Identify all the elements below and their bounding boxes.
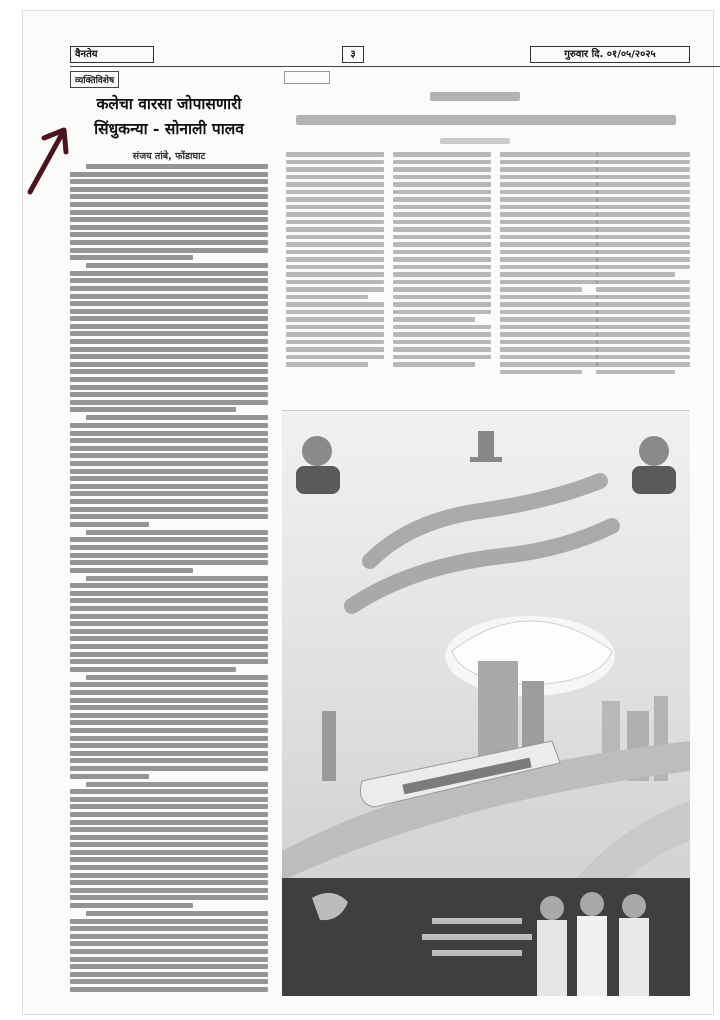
text-line [70, 934, 268, 939]
text-line [596, 355, 690, 360]
text-line [70, 316, 268, 321]
text-line [596, 167, 690, 172]
text-line [393, 362, 475, 367]
text-line [596, 287, 690, 292]
right-article-tag [284, 71, 330, 84]
text-line [500, 175, 598, 180]
text-line [286, 220, 384, 225]
text-line [500, 265, 598, 270]
text-line [393, 220, 491, 225]
right-paragraph [500, 152, 598, 292]
text-line [70, 865, 268, 870]
text-line [70, 217, 268, 222]
text-line [500, 167, 598, 172]
article-paragraph [70, 263, 268, 412]
text-line [86, 164, 268, 169]
text-line [70, 499, 268, 504]
text-line [70, 210, 268, 215]
text-line [286, 257, 384, 262]
text-line [70, 392, 268, 397]
text-line [286, 325, 384, 330]
text-line [70, 309, 268, 314]
text-line [86, 530, 268, 535]
text-line [286, 160, 384, 165]
text-line [70, 591, 268, 596]
text-line [70, 385, 268, 390]
text-line [70, 507, 268, 512]
text-line [70, 820, 268, 825]
text-line [70, 286, 268, 291]
text-line [70, 568, 193, 573]
text-line [70, 560, 268, 565]
text-line [596, 310, 690, 315]
masthead-publication-name: वैनतेय [70, 46, 154, 63]
text-line [393, 302, 491, 307]
text-line [393, 160, 491, 165]
text-line [70, 240, 268, 245]
text-line [70, 172, 268, 177]
text-line [393, 212, 491, 217]
text-line [286, 175, 384, 180]
text-line [70, 522, 149, 527]
text-line [70, 895, 268, 900]
text-line [393, 175, 491, 180]
text-line [393, 182, 491, 187]
text-line [70, 987, 268, 992]
text-line [500, 242, 598, 247]
text-line [596, 370, 675, 375]
text-line [393, 280, 491, 285]
text-line [500, 197, 598, 202]
text-line [286, 250, 384, 255]
right-article-headline-line-2 [296, 115, 676, 125]
text-line [596, 340, 690, 345]
text-line [500, 190, 598, 195]
text-line [393, 197, 491, 202]
text-line [70, 644, 268, 649]
text-line [393, 332, 491, 337]
text-line [393, 295, 491, 300]
text-line [286, 347, 384, 352]
text-line [70, 423, 268, 428]
article-headline-line-2: सिंधुकन्या - सोनाली पालव [94, 119, 244, 138]
text-line [70, 728, 268, 733]
masthead-page-number: ३ [342, 46, 364, 63]
text-line [286, 332, 384, 337]
text-line [70, 972, 268, 977]
text-line [596, 205, 690, 210]
text-line [286, 235, 384, 240]
article-paragraph [70, 782, 268, 909]
text-line [500, 227, 598, 232]
text-line [286, 295, 368, 300]
text-line [393, 227, 491, 232]
text-line [286, 362, 368, 367]
text-line [86, 675, 268, 680]
text-line [500, 250, 598, 255]
text-line [500, 295, 598, 300]
text-line [70, 377, 268, 382]
text-line [70, 278, 268, 283]
article-byline: संजय तांबे, फोंडाघाट [132, 151, 206, 162]
text-line [70, 698, 268, 703]
right-article-column-2 [393, 152, 491, 392]
text-line [70, 926, 268, 931]
text-line [70, 606, 268, 611]
text-line [70, 339, 268, 344]
text-line [500, 257, 598, 262]
text-line [596, 280, 690, 285]
text-line [70, 400, 268, 405]
text-line [500, 152, 598, 157]
text-line [596, 325, 690, 330]
text-line [70, 835, 268, 840]
text-line [70, 553, 268, 558]
text-line [500, 370, 582, 375]
text-line [596, 272, 675, 277]
text-line [70, 804, 268, 809]
text-line [70, 919, 268, 924]
text-line [70, 537, 268, 542]
right-paragraph [393, 325, 491, 367]
text-line [596, 317, 690, 322]
right-paragraph [596, 280, 690, 375]
advertisement-footer-banner [282, 878, 690, 996]
text-line [596, 347, 690, 352]
text-line [70, 301, 268, 306]
text-line [286, 280, 384, 285]
text-line [596, 182, 690, 187]
text-line [70, 347, 268, 352]
text-line [70, 789, 268, 794]
text-line [596, 220, 690, 225]
text-line [70, 774, 149, 779]
text-line [70, 850, 268, 855]
text-line [596, 295, 690, 300]
text-line [70, 659, 268, 664]
text-line [86, 415, 268, 420]
right-article-byline [440, 138, 510, 144]
text-line [286, 190, 384, 195]
text-line [393, 235, 491, 240]
text-line [70, 743, 268, 748]
text-line [286, 227, 384, 232]
article-body [70, 164, 268, 994]
text-line [70, 225, 268, 230]
right-paragraph [286, 302, 384, 367]
text-line [70, 629, 268, 634]
text-line [286, 152, 384, 157]
text-line [70, 827, 268, 832]
text-line [70, 636, 268, 641]
article-paragraph [70, 164, 268, 260]
text-line [70, 979, 268, 984]
text-line [596, 242, 690, 247]
text-line [70, 202, 268, 207]
text-line [70, 652, 268, 657]
text-line [286, 242, 384, 247]
text-line [70, 720, 268, 725]
text-line [596, 160, 690, 165]
text-line [393, 167, 491, 172]
text-line [70, 964, 268, 969]
text-line [70, 766, 268, 771]
text-line [596, 190, 690, 195]
advertisement-image [282, 410, 690, 996]
text-line [70, 362, 268, 367]
text-line [500, 272, 598, 277]
text-line [70, 621, 268, 626]
text-line [70, 331, 268, 336]
right-paragraph [596, 152, 690, 277]
text-line [70, 453, 268, 458]
text-line [70, 797, 268, 802]
text-line [70, 758, 268, 763]
text-line [286, 167, 384, 172]
text-line [70, 271, 268, 276]
text-line [70, 248, 268, 253]
text-line [596, 250, 690, 255]
text-line [86, 576, 268, 581]
text-line [500, 182, 598, 187]
text-line [70, 491, 268, 496]
text-line [393, 287, 491, 292]
text-line [70, 857, 268, 862]
text-line [500, 340, 598, 345]
text-line [70, 957, 268, 962]
text-line [286, 182, 384, 187]
text-line [500, 310, 598, 315]
text-line [500, 362, 598, 367]
text-line [70, 690, 268, 695]
text-line [393, 257, 491, 262]
article-paragraph [70, 415, 268, 526]
text-line [70, 751, 268, 756]
text-line [70, 369, 268, 374]
text-line [500, 212, 598, 217]
right-article-column-3 [500, 152, 598, 392]
text-line [70, 484, 268, 489]
right-article-column-4 [596, 152, 690, 392]
text-line [70, 583, 268, 588]
text-line [86, 782, 268, 787]
text-line [596, 235, 690, 240]
text-line [70, 736, 268, 741]
text-line [596, 265, 690, 270]
right-paragraph [393, 152, 491, 322]
text-line [70, 194, 268, 199]
text-line [596, 227, 690, 232]
text-line [70, 545, 268, 550]
text-line [70, 949, 268, 954]
text-line [70, 888, 268, 893]
right-paragraph [500, 295, 598, 375]
text-line [393, 205, 491, 210]
text-line [70, 598, 268, 603]
text-line [70, 438, 268, 443]
text-line [393, 317, 475, 322]
text-line [596, 197, 690, 202]
text-line [393, 265, 491, 270]
text-line [70, 179, 268, 184]
text-line [500, 355, 598, 360]
text-line [286, 197, 384, 202]
text-line [86, 911, 268, 916]
text-line [70, 294, 268, 299]
text-line [70, 812, 268, 817]
right-article-headline-line-1 [430, 92, 520, 101]
right-article-column-1 [286, 152, 384, 392]
text-line [70, 713, 268, 718]
text-line [596, 302, 690, 307]
text-line [70, 469, 268, 474]
text-line [500, 347, 598, 352]
masthead-rule [70, 66, 720, 67]
text-line [70, 255, 193, 260]
text-line [500, 280, 598, 285]
text-line [596, 212, 690, 217]
text-line [393, 190, 491, 195]
text-line [70, 514, 268, 519]
text-line [286, 340, 384, 345]
text-line [70, 354, 268, 359]
text-line [500, 220, 598, 225]
text-line [393, 250, 491, 255]
right-paragraph [286, 152, 384, 299]
text-line [393, 355, 491, 360]
text-line [286, 310, 384, 315]
text-line [286, 287, 384, 292]
text-line [596, 332, 690, 337]
text-line [70, 873, 268, 878]
text-line [393, 152, 491, 157]
text-line [286, 355, 384, 360]
text-line [393, 340, 491, 345]
text-line [70, 941, 268, 946]
text-line [70, 232, 268, 237]
text-line [286, 302, 384, 307]
article-headline-line-1: कलेचा वारसा जोपासणारी [96, 94, 242, 113]
article-paragraph [70, 911, 268, 994]
article-paragraph [70, 576, 268, 672]
article-category-tag: व्यक्तिविशेष [70, 71, 119, 88]
text-line [500, 235, 598, 240]
text-line [70, 903, 193, 908]
text-line [70, 476, 268, 481]
text-line [596, 152, 690, 157]
text-line [70, 880, 268, 885]
text-line [70, 842, 268, 847]
text-line [286, 272, 384, 277]
article-paragraph [70, 530, 268, 573]
text-line [596, 257, 690, 262]
text-line [70, 431, 268, 436]
text-line [500, 302, 598, 307]
text-line [393, 325, 491, 330]
text-line [70, 705, 268, 710]
text-line [70, 324, 268, 329]
text-line [286, 265, 384, 270]
text-line [70, 407, 236, 412]
text-line [393, 272, 491, 277]
text-line [393, 310, 491, 315]
text-line [70, 446, 268, 451]
text-line [393, 242, 491, 247]
text-line [286, 317, 384, 322]
masthead-date: गुरुवार दि. ०१/०५/२०२५ [530, 46, 690, 63]
text-line [596, 175, 690, 180]
text-line [596, 362, 690, 367]
text-line [70, 187, 268, 192]
text-line [500, 160, 598, 165]
text-line [286, 205, 384, 210]
text-line [286, 212, 384, 217]
text-line [500, 205, 598, 210]
text-line [500, 287, 582, 292]
text-line [86, 263, 268, 268]
text-line [393, 347, 491, 352]
text-line [500, 332, 598, 337]
article-paragraph [70, 675, 268, 779]
text-line [500, 317, 598, 322]
text-line [70, 614, 268, 619]
text-line [70, 682, 268, 687]
text-line [500, 325, 598, 330]
text-line [70, 667, 236, 672]
text-line [70, 461, 268, 466]
